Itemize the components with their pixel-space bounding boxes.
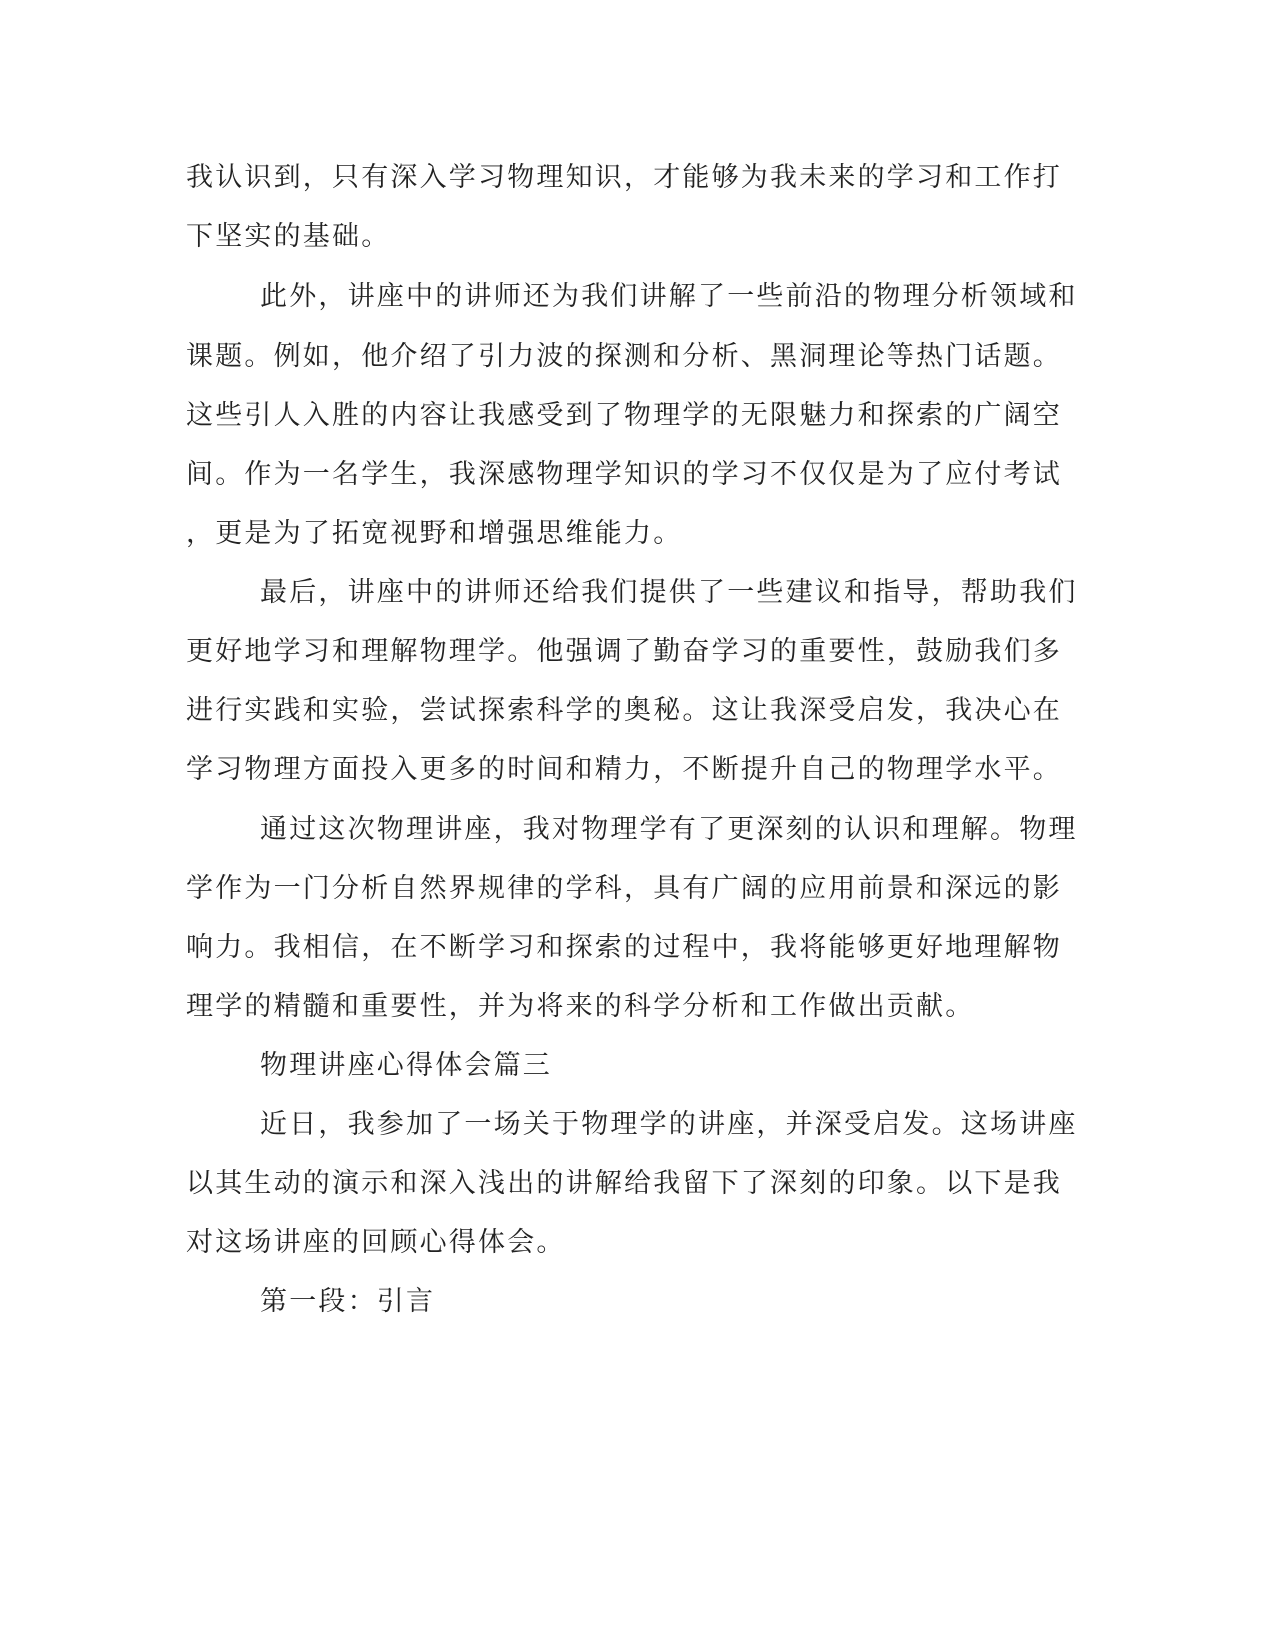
text-line: 我认识到，只有深入学习物理知识，才能够为我未来的学习和工作打 [186, 162, 1062, 193]
text-line: 学习物理方面投入更多的时间和精力，不断提升自己的物理学水平。 [186, 754, 1062, 785]
text-line: 理学的精髓和重要性，并为将来的科学分析和工作做出贡献。 [186, 991, 975, 1022]
subsection-heading: 第一段：引言 [260, 1286, 436, 1317]
text-line: 间。作为一名学生，我深感物理学知识的学习不仅仅是为了应付考试 [186, 459, 1062, 490]
text-line: 对这场讲座的回顾心得体会。 [186, 1227, 566, 1258]
section-heading: 物理讲座心得体会篇三 [260, 1050, 552, 1081]
text-line: 进行实践和实验，尝试探索科学的奥秘。这让我深受启发，我决心在 [186, 695, 1062, 726]
text-line: 这些引人入胜的内容让我感受到了物理学的无限魅力和探索的广阔空 [186, 400, 1062, 431]
text-line: 更好地学习和理解物理学。他强调了勤奋学习的重要性，鼓励我们多 [186, 636, 1062, 667]
paragraph-start-line: 最后，讲座中的讲师还给我们提供了一些建议和指导，帮助我们 [260, 577, 1078, 608]
text-line: ，更是为了拓宽视野和增强思维能力。 [186, 518, 683, 549]
paragraph-start-line: 近日，我参加了一场关于物理学的讲座，并深受启发。这场讲座 [260, 1109, 1078, 1140]
text-line: 下坚实的基础。 [186, 221, 391, 252]
paragraph-start-line: 此外，讲座中的讲师还为我们讲解了一些前沿的物理分析领域和 [260, 281, 1078, 312]
text-line: 以其生动的演示和深入浅出的讲解给我留下了深刻的印象。以下是我 [186, 1168, 1062, 1199]
text-line: 课题。例如，他介绍了引力波的探测和分析、黑洞理论等热门话题。 [186, 341, 1062, 372]
paragraph-start-line: 通过这次物理讲座，我对物理学有了更深刻的认识和理解。物理 [260, 814, 1078, 845]
text-line: 学作为一门分析自然界规律的学科，具有广阔的应用前景和深远的影 [186, 873, 1062, 904]
text-line: 响力。我相信，在不断学习和探索的过程中，我将能够更好地理解物 [186, 932, 1062, 963]
